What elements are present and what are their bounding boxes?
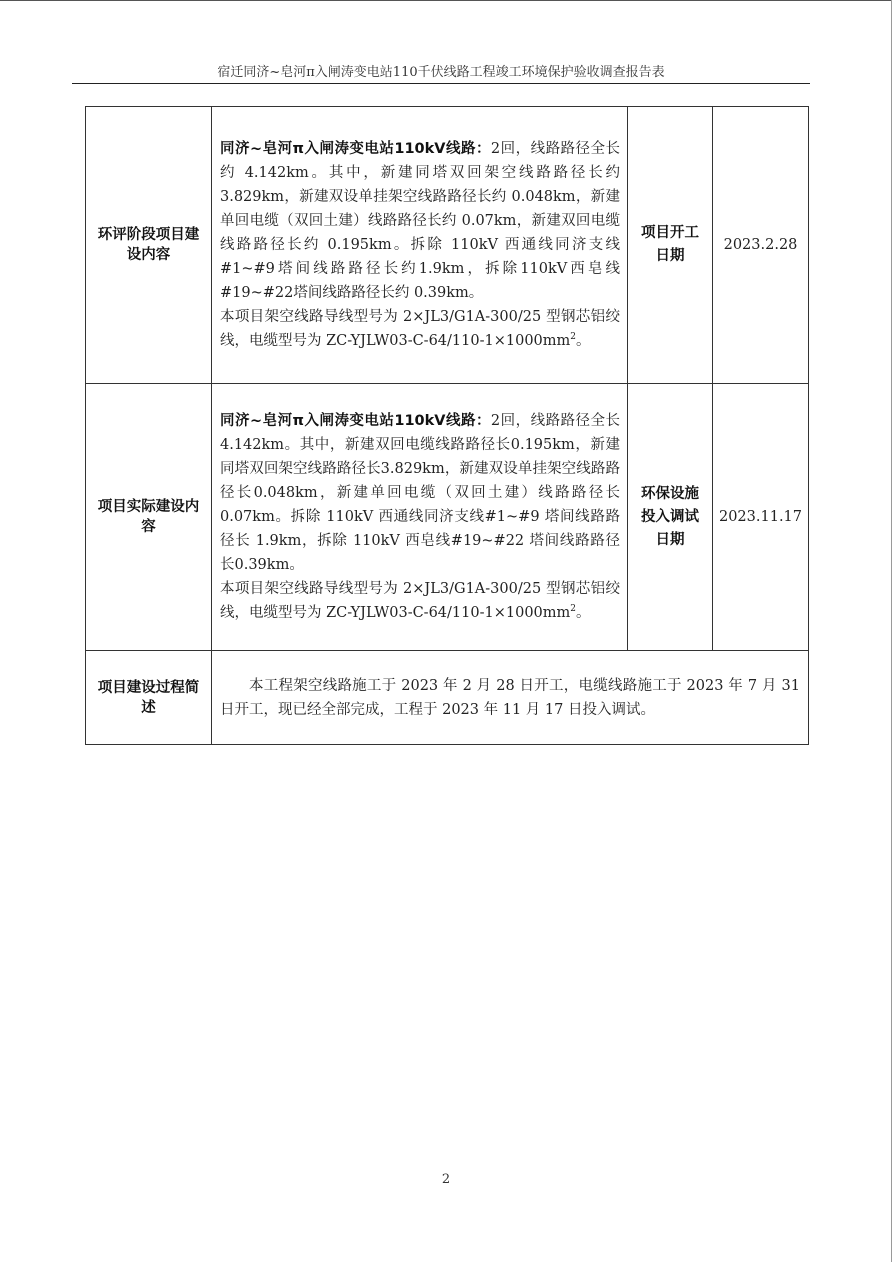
paragraph-line-summary	[220, 409, 620, 577]
header-rule	[72, 83, 810, 84]
content-cell-eia	[212, 107, 628, 384]
row-label-process-summary: 项目建设过程简述	[97, 679, 200, 716]
paragraph-conductor-model	[220, 305, 620, 353]
paragraph-end: 。	[576, 333, 591, 349]
row-label-eia-content: 环评阶段项目建设内容	[97, 227, 200, 263]
date-label-cell	[628, 107, 713, 384]
date-label-cell	[628, 384, 713, 651]
paragraph-text: 本项目架空线路导线型号为 2×JL3/G1A-300/25 型钢芯铝绞线，电缆型号为 ZC-YJLW03-C-64/110-1×1000mm	[220, 581, 620, 621]
paragraph-text: 2回，线路路径全长4.142km。其中，新建双回电缆线路路径长0.195km，新建同塔双回架空线路路径长3.829km，新建双设单挂架空线路路径长0.048km，新建单回电缆（双回土建）线路路径长0.07km。拆除 110kV 西通线同济支线#1~#9 塔间线路路径长 1.9km，拆除 110kV 西皂线#19~#22 塔间线路路径长0.39km。	[220, 413, 620, 573]
table-row-eia-content	[86, 107, 809, 384]
table-row-actual-content	[86, 384, 809, 651]
running-header: 宿迁同济~皂河π入闸涛变电站110千伏线路工程竣工环境保护验收调查报告表	[217, 65, 665, 80]
line-name-bold: 同济~皂河π入闸涛变电站110kV线路：	[220, 413, 491, 429]
paragraph-end: 。	[576, 605, 591, 621]
paragraph-text: 本项目架空线路导线型号为 2×JL3/G1A-300/25 型钢芯铝绞线，电缆型号为 ZC-YJLW03-C-64/110-1×1000mm	[220, 309, 620, 349]
row-label-cell	[86, 651, 212, 745]
paragraph-line-summary	[220, 137, 620, 305]
table-row-process-summary	[86, 651, 809, 745]
superscript-unit: 2	[570, 332, 577, 343]
line-name-bold: 同济~皂河π入闸涛变电站110kV线路：	[220, 141, 491, 157]
row-label-cell	[86, 384, 212, 651]
superscript-unit: 2	[570, 604, 577, 615]
page-border-top	[0, 0, 892, 1]
summary-paragraph: 本工程架空线路施工于 2023 年 2 月 28 日开工，电缆线路施工于 2023 年 7 月 31 日开工，现已经全部完成，工程于 2023 年 11 月 17 日投入调试。	[220, 677, 800, 718]
report-table	[85, 106, 809, 745]
row-label-actual-content: 项目实际建设内容	[97, 499, 200, 535]
row-label-cell	[86, 107, 212, 384]
date-value-commissioning: 2023.11.17	[713, 384, 809, 651]
summary-cell	[212, 651, 809, 745]
page-number: 2	[441, 1172, 451, 1187]
date-label-start: 项目开工日期	[641, 225, 699, 264]
paragraph-conductor-model	[220, 577, 620, 625]
paragraph-text: 2回，线路路径全长约 4.142km。其中，新建同塔双回架空线路路径长约3.829km，新建双设单挂架空线路路径长约 0.048km，新建单回电缆（双回土建）线路路径长约 0.07km，新建双回电缆线路路径长约 0.195km。拆除 110kV 西通线同济支线#1~#9塔间线路路径长约1.9km，拆除110kV西皂线#19~#22塔间线路路径长约 0.39km。	[220, 141, 620, 301]
content-cell-actual	[212, 384, 628, 651]
date-value-start: 2023.2.28	[713, 107, 809, 384]
date-label-commissioning: 环保设施投入调试日期	[641, 485, 699, 548]
